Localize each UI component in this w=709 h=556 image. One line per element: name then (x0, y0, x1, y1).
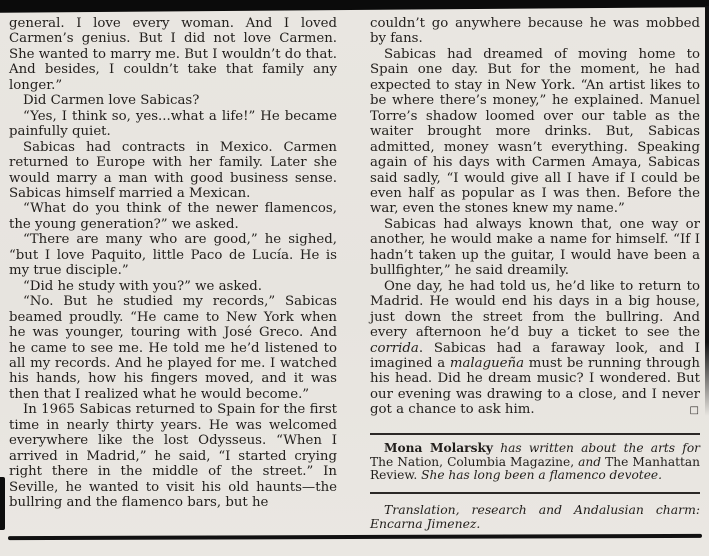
article-body (9, 16, 700, 531)
paragraph: Sabicas had always known that, one way or another, he would make a name for himself. “If I hadn’t taken up the guitar, I would have been a bullfighter,” he said dreamily. (370, 216, 700, 279)
paragraph: “What do you think of the newer flamencos, the young generation?” we asked. (9, 201, 337, 232)
right-column (370, 16, 700, 531)
paragraph: “There are many who are good,” he sighed, “but I love Paquito, little Paco de Lucía. He is my true disciple.” (9, 232, 337, 279)
paragraph (370, 279, 700, 418)
scan-right-edge-line (705, 6, 709, 416)
author-name: Mona Molarsky (384, 440, 493, 455)
credit-text: Translation, research and Andalusian charm: Encarna Jimenez. (370, 502, 700, 532)
bio-run-italic: and (574, 454, 606, 469)
paragraph: Sabicas had contracts in Mexico. Carmen returned to Europe with her family. Later she would marry a man with good business sense. Sabicas himself married a Mexican. (9, 139, 337, 201)
paragraph-run-italic: corrida (370, 340, 419, 356)
scan-top-edge-bar (0, 0, 709, 13)
scan-left-edge-mark (0, 477, 5, 530)
bio-run: The Nation, Columbia Magazine, (370, 454, 575, 469)
paragraph: “Did he study with you?” we asked. (23, 278, 262, 294)
paragraph: “Yes, I think so, yes...what a life!” He became painfully quiet. (9, 108, 337, 140)
paragraph: In 1965 Sabicas returned to Spain for the first time in nearly thirty years. He was welcomed everywhere like the lost Odysseus. “When I arrived in Madrid,” he said, “I started crying right there in the middle of the street.” In Seville, he wanted to visit his old haunts—the bullring and the flamenco bars, but he (9, 402, 337, 511)
paragraph: general. I love every woman. And I loved Carmen’s genius. But I did not love Carmen. She wanted to marry me. But I wouldn’t do that. And besides, I couldn’t take that family any longer.” (9, 16, 337, 93)
paragraph-run: must be running through his head. Did he dream music? I wondered. But our evening was drawing to a close, and I never got a chance to ask him. (370, 355, 700, 418)
bottom-rule (8, 534, 702, 540)
end-of-article-mark: □ (689, 404, 699, 416)
author-bio (370, 442, 700, 483)
paragraph: Sabicas had dreamed of moving home to Spain one day. But for the moment, he had expected to stay in New York. “An artist likes to be where there’s money,” he explained. Manuel Torre’s shadow loomed over our table as the waiter brought more drinks. But, Sabicas admitted, money wasn’t everything. Speaking again of his days with Carmen Amaya, Sabicas said sadly, “I would give all I have if I could be even half as popular as I was then. Before the war, even the stones knew my name.” (370, 46, 700, 217)
paragraph-run-italic: malagueña (449, 355, 525, 371)
paragraph: couldn’t go anywhere because he was mobbed by fans. (370, 16, 700, 47)
divider-rule (370, 492, 700, 494)
bio-run-italic: has written about the arts for (492, 440, 700, 455)
paragraph: “No. But he studied my records,” Sabicas beamed proudly. “He came to New York when he was younger, touring with José Greco. And he came to see me. He told me he’d listened to all my records. And he played for me. I watched his hands, how his fingers moved, and it was then that I realized what he would become.” (9, 294, 337, 402)
divider-rule (370, 433, 700, 435)
bio-run-italic: She has long been a flamenco devotee. (417, 468, 662, 483)
paragraph-run: One day, he had told us, he’d like to return to Madrid. He would end his days in a big house, just down the street from the bullring. And every afternoon he’d buy a ticket to see the (370, 278, 700, 341)
credit-line (370, 503, 700, 531)
paragraph-run: . Sabicas had a faraway look, and I imagined a (370, 340, 700, 371)
paragraph: Did Carmen love Sabicas? (23, 93, 200, 109)
bio-run: The Manhattan Review. (370, 454, 700, 483)
left-column (9, 16, 337, 531)
